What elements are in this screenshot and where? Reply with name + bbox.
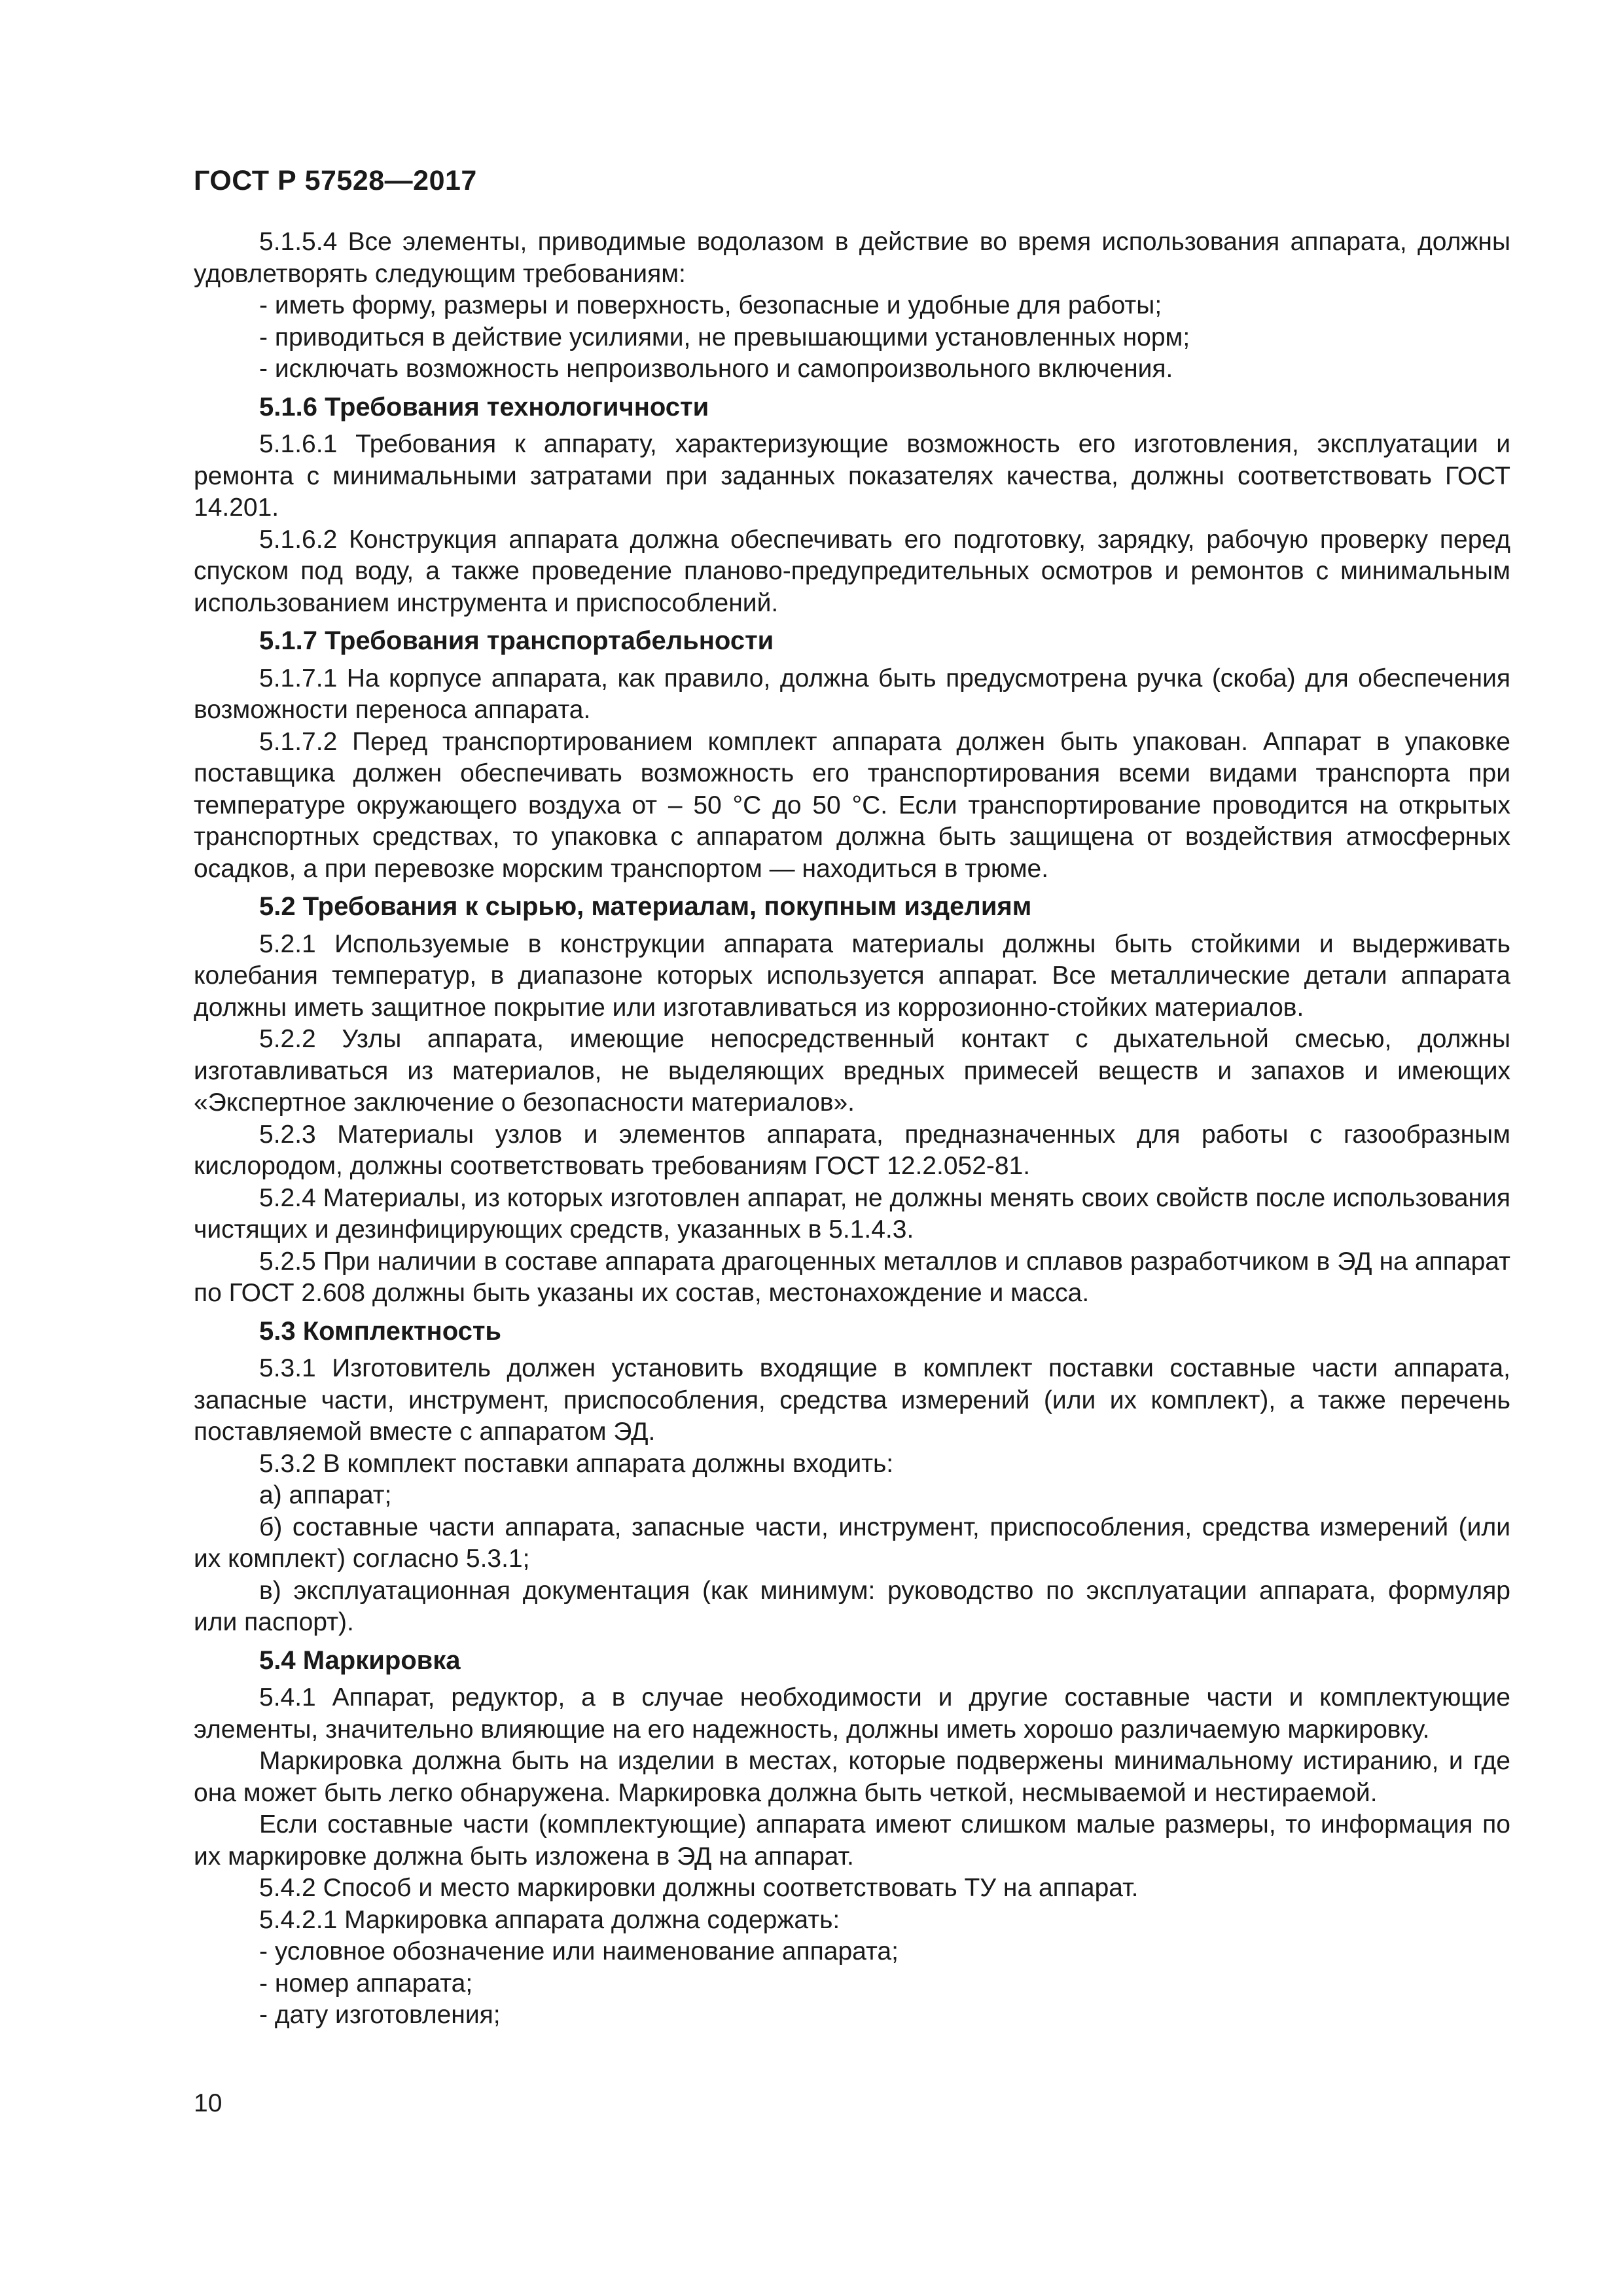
list-item: - приводиться в действие усилиями, не превышающими установленных норм; xyxy=(259,323,1190,351)
document-header: ГОСТ Р 57528—2017 xyxy=(194,165,477,196)
paragraph-5-3-2: 5.3.2 В комплект поставки аппарата должны входить: xyxy=(259,1449,894,1478)
paragraph-5-1-7-1: 5.1.7.1 На корпусе аппарата, как правило, должна быть предусмотрена ручка (скоба) для обеспечения возможности переноса аппарата. xyxy=(194,664,1510,724)
list-item: - условное обозначение или наименование аппарата; xyxy=(259,1937,899,1965)
page-number: 10 xyxy=(194,2089,223,2117)
paragraph-5-1-5-4: 5.1.5.4 Все элементы, приводимые водолазом в действие во время использования аппарата, должны удовлетворять следующим требованиям: xyxy=(194,228,1510,288)
paragraph-5-2-2: 5.2.2 Узлы аппарата, имеющие непосредственный контакт с дыхательной смесью, должны изготавливаться из материалов, не выделяющих вредных примесей веществ и запахов и имеющих «Экспертное заключение о безопасности материалов». xyxy=(194,1025,1510,1117)
list-item: - номер аппарата; xyxy=(259,1969,473,1998)
paragraph-5-1-6-2: 5.1.6.2 Конструкция аппарата должна обеспечивать его подготовку, зарядку, рабочую проверку перед спуском под воду, а также проведение планово-предупредительных осмотров и ремонтов с минимальным использованием инструмента и приспособлений. xyxy=(194,525,1510,617)
section-heading-5-3: 5.3 Комплектность xyxy=(259,1316,502,1346)
paragraph-5-2-5: 5.2.5 При наличии в составе аппарата драгоценных металлов и сплавов разработчиком в ЭД на аппарат по ГОСТ 2.608 должны быть указаны их состав, местонахождение и масса. xyxy=(194,1247,1510,1307)
paragraph-5-1-7-2: 5.1.7.2 Перед транспортированием комплект аппарата должен быть упакован. Аппарат в упаковке поставщика должен обеспечивать возможность его транспортирования всеми видами транспорта при температуре окружающего воздуха от – 50 °С до 50 °С. Если транспортирование проводится на открытых транспортных средствах, то упаковка с аппаратом должна быть защищена от воздействия атмосферных осадков, а при перевозке морским транспортом — находиться в трюме. xyxy=(194,727,1510,883)
paragraph-5-1-6-1: 5.1.6.1 Требования к аппарату, характеризующие возможность его изготовления, эксплуатации и ремонта с минимальными затратами при заданных показателях качества, должны соответствовать ГОСТ 14.201. xyxy=(194,430,1510,522)
list-item: - исключать возможность непроизвольного и самопроизвольного включения. xyxy=(259,355,1173,383)
list-item: - дату изготовления; xyxy=(259,2001,501,2029)
paragraph-5-4-2: 5.4.2 Способ и место маркировки должны соответствовать ТУ на аппарат. xyxy=(259,1874,1139,1902)
list-item-b: б) составные части аппарата, запасные части, инструмент, приспособления, средства измерений (или их комплект) согласно 5.3.1; xyxy=(194,1513,1510,1573)
paragraph-5-4-1: 5.4.1 Аппарат, редуктор, а в случае необходимости и другие составные части и комплектующие элементы, значительно влияющие на его надежность, должны иметь хорошо различаемую маркировку. xyxy=(194,1683,1510,1744)
paragraph-5-2-3: 5.2.3 Материалы узлов и элементов аппарата, предназначенных для работы с газообразным кислородом, должны соответствовать требованиям ГОСТ 12.2.052-81. xyxy=(194,1120,1510,1180)
section-heading-5-1-7: 5.1.7 Требования транспортабельности xyxy=(259,626,774,655)
paragraph-5-4-2-1: 5.4.2.1 Маркировка аппарата должна содержать: xyxy=(259,1905,840,1934)
paragraph-5-2-4: 5.2.4 Материалы, из которых изготовлен аппарат, не должны менять своих свойств после использования чистящих и дезинфицирующих средств, указанных в 5.1.4.3. xyxy=(194,1183,1510,1244)
list-item: - иметь форму, размеры и поверхность, безопасные и удобные для работы; xyxy=(259,291,1162,319)
section-heading-5-1-6: 5.1.6 Требования технологичности xyxy=(259,392,709,422)
paragraph-5-2-1: 5.2.1 Используемые в конструкции аппарата материалы должны быть стойкими и выдерживать колебания температур, в диапазоне которых используется аппарат. Все металлические детали аппарата должны иметь защитное покрытие или изготавливаться из коррозионно-стойких материалов. xyxy=(194,929,1510,1022)
document-body xyxy=(194,226,1510,2032)
paragraph-5-4-1-marking-location: Маркировка должна быть на изделии в местах, которые подвержены минимальному истиранию, и где она может быть легко обнаружена. Маркировка должна быть четкой, несмываемой и нестираемой. xyxy=(194,1747,1510,1807)
paragraph-5-4-1-small-parts: Если составные части (комплектующие) аппарата имеют слишком малые размеры, то информация по их маркировке должна быть изложена в ЭД на аппарат. xyxy=(194,1810,1510,1871)
list-item-a: а) аппарат; xyxy=(259,1481,392,1509)
paragraph-5-3-1: 5.3.1 Изготовитель должен установить входящие в комплект поставки составные части аппарата, запасные части, инструмент, приспособления, средства измерений (или их комплект), а также перечень поставляемой вместе с аппаратом ЭД. xyxy=(194,1354,1510,1446)
section-heading-5-2: 5.2 Требования к сырью, материалам, покупным изделиям xyxy=(259,892,1032,921)
section-heading-5-4: 5.4 Маркировка xyxy=(259,1645,461,1675)
list-item-v: в) эксплуатационная документация (как минимум: руководство по эксплуатации аппарата, формуляр или паспорт). xyxy=(194,1576,1510,1636)
